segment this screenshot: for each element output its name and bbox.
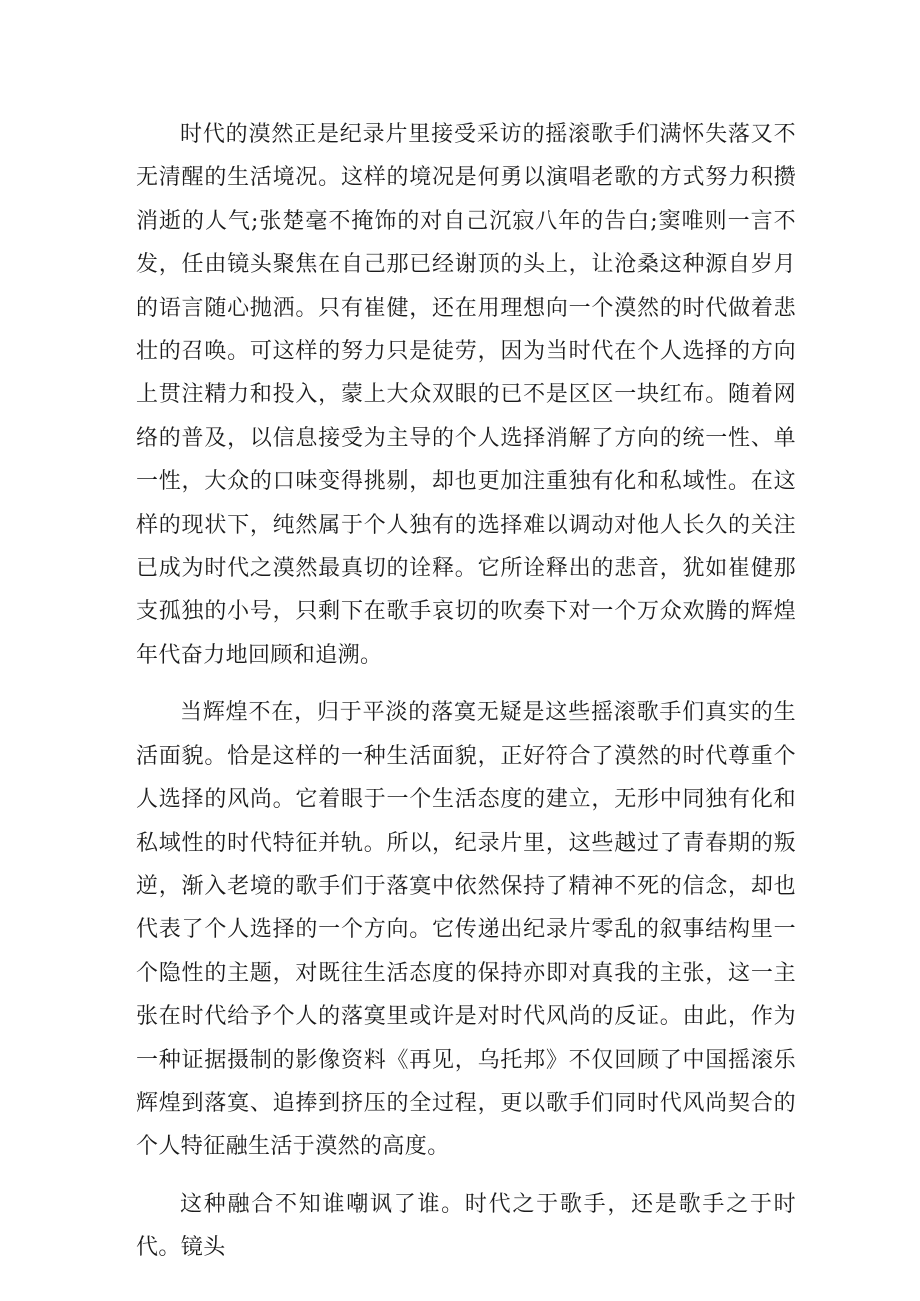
paragraph-2: 当辉煌不在，归于平淡的落寞无疑是这些摇滚歌手们真实的生活面貌。恰是这样的一种生活面貌，正好符合了漠然的时代尊重个人选择的风尚。它着眼于一个生活态度的建立，无形中同独有化和私域性的时代特征并轨。所以，纪录片里，这些越过了青春期的叛逆，渐入老境的歌手们于落寞中依然保持了精神不死的信念，却也代表了个人选择的一个方向。它传递出纪录片零乱的叙事结构里一个隐性的主题，对既往生活态度的保持亦即对真我的主张，这一主张在时代给予个人的落寞里或许是对时代风尚的反证。由此，作为一种证据摄制的影像资料《再见，乌托邦》不仅回顾了中国摇滚乐辉煌到落寞、追捧到挤压的全过程，更以歌手们同时代风尚契合的个人特征融生活于漠然的高度。 — [136, 700, 796, 1160]
paragraph-3: 这种融合不知谁嘲讽了谁。时代之于歌手，还是歌手之于时代。镜头 — [136, 1191, 796, 1261]
paragraph-1: 时代的漠然正是纪录片里接受采访的摇滚歌手们满怀失落又不无清醒的生活境况。这样的境况是何勇以演唱老歌的方式努力积攒消逝的人气;张楚毫不掩饰的对自己沉寂八年的告白;窦唯则一言不发，任由镜头聚焦在自己那已经谢顶的头上，让沧桑这种源自岁月的语言随心抛洒。只有崔健，还在用理想向一个漠然的时代做着悲壮的召唤。可这样的努力只是徒劳，因为当时代在个人选择的方向上贯注精力和投入，蒙上大众双眼的已不是区区一块红布。随着网络的普及，以信息接受为主导的个人选择消解了方向的统一性、单一性，大众的口味变得挑剔，却也更加注重独有化和私域性。在这样的现状下，纯然属于个人独有的选择难以调动对他人长久的关注已成为时代之漠然最真切的诠释。它所诠释出的悲音，犹如崔健那支孤独的小号，只剩下在歌手哀切的吹奏下对一个万众欢腾的辉煌年代奋力地回顾和追溯。 — [136, 122, 796, 668]
document-body — [136, 113, 796, 1270]
